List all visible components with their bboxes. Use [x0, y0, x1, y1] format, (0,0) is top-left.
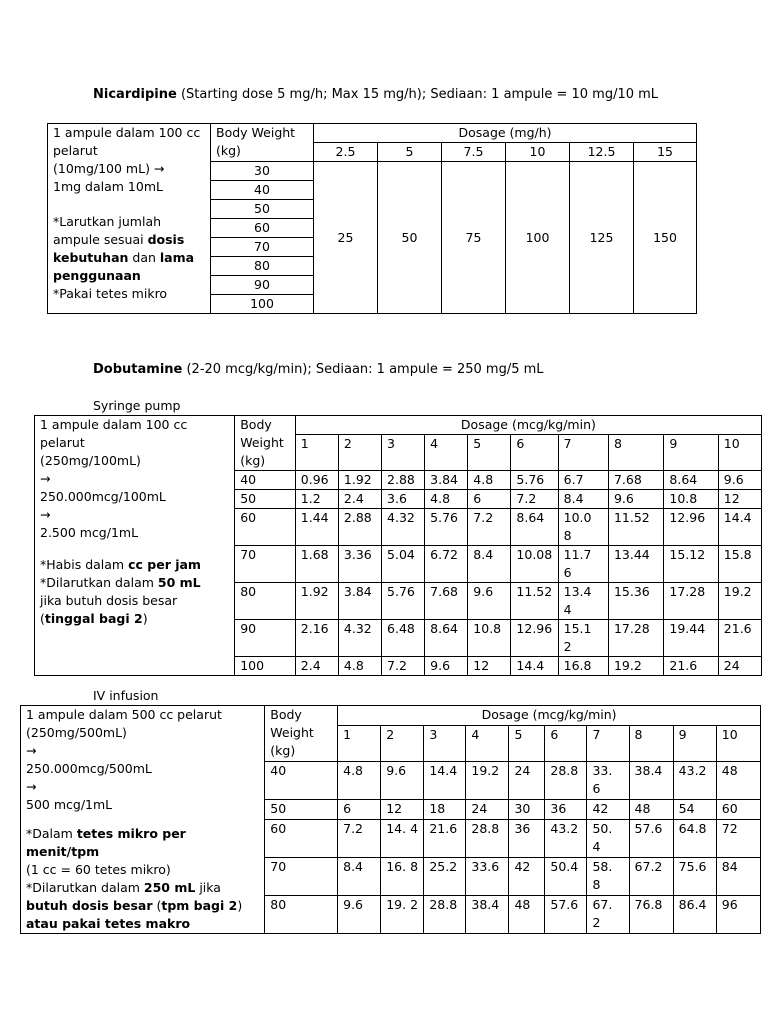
- value-cell: 4.8: [468, 471, 511, 490]
- value-cell: 3.36: [338, 546, 381, 583]
- value-cell: 8.64: [664, 471, 718, 490]
- value-cell: 1.92: [338, 471, 381, 490]
- value-cell: 7.2: [338, 819, 381, 857]
- dosage-cell: 4: [425, 435, 468, 471]
- nicardipine-table: [47, 123, 697, 314]
- weight-cell: 60: [235, 509, 296, 546]
- value-cell: 19.2: [466, 762, 509, 800]
- weight-cell: 80: [265, 895, 338, 933]
- dosage-header: Dosage (mg/h): [314, 124, 697, 143]
- value-cell: 3.84: [425, 471, 468, 490]
- value-cell: 60: [716, 800, 760, 820]
- value-cell: 28.8: [466, 819, 509, 857]
- syringe-pump-label: Syringe pump: [93, 398, 181, 413]
- value-cell: 4.8: [338, 762, 381, 800]
- value-cell: 24: [466, 800, 509, 820]
- value-cell: 72: [716, 819, 760, 857]
- value-cell: 86.4: [673, 895, 716, 933]
- value-cell: 75.6: [673, 857, 716, 895]
- value-cell: 19.44: [664, 620, 718, 657]
- value-cell: 36: [545, 800, 587, 820]
- rate-cell: 25: [314, 162, 378, 314]
- value-cell: 24: [509, 762, 545, 800]
- value-cell: 3.84: [338, 583, 381, 620]
- value-cell: 8.4: [468, 546, 511, 583]
- value-cell: 5.76: [382, 583, 425, 620]
- value-cell: 57.6: [629, 819, 673, 857]
- dosage-cell: 10: [716, 725, 760, 762]
- value-cell: 6: [468, 490, 511, 509]
- rate-cell: 125: [570, 162, 634, 314]
- value-cell: 6.72: [425, 546, 468, 583]
- value-cell: 5.76: [511, 471, 558, 490]
- value-cell: 11.52: [608, 509, 663, 546]
- dosage-cell: 1: [295, 435, 338, 471]
- value-cell: 12.96: [664, 509, 718, 546]
- value-cell: 1.92: [295, 583, 338, 620]
- value-cell: 11.7 6: [558, 546, 608, 583]
- value-cell: 38.4: [466, 895, 509, 933]
- value-cell: 48: [509, 895, 545, 933]
- dosage-cell: 5: [509, 725, 545, 762]
- value-cell: 16. 8: [381, 857, 424, 895]
- iv-infusion-table: [20, 705, 761, 934]
- weight-cell: 80: [211, 257, 314, 276]
- value-cell: 4.32: [382, 509, 425, 546]
- dosage-cell: 5: [468, 435, 511, 471]
- dosage-cell: 9: [664, 435, 718, 471]
- value-cell: 15.1 2: [558, 620, 608, 657]
- dosage-cell: 3: [424, 725, 466, 762]
- value-cell: 2.88: [338, 509, 381, 546]
- nicardipine-title: Nicardipine (Starting dose 5 mg/h; Max 15 mg/h); Sediaan: 1 ampule = 10 mg/10 mL: [93, 87, 659, 102]
- dosage-cell: 4: [466, 725, 509, 762]
- value-cell: 9.6: [608, 490, 663, 509]
- value-cell: 43.2: [673, 762, 716, 800]
- rate-cell: 100: [506, 162, 570, 314]
- value-cell: 8.4: [338, 857, 381, 895]
- value-cell: 3.6: [382, 490, 425, 509]
- value-cell: 25.2: [424, 857, 466, 895]
- value-cell: 18: [424, 800, 466, 820]
- value-cell: 9.6: [381, 762, 424, 800]
- iv-preparation-note: 1 ampule dalam 500 cc pelarut (250mg/500mL) → 250.000mcg/500mL → 500 mcg/1mL *Dalam tetes mikro per menit/tpm (1 cc = 60 tetes mikro) *Dilarutkan dalam 250 mL jika butuh dosis besar (tpm bagi 2) atau pakai tetes makro: [21, 706, 265, 934]
- value-cell: 11.52: [511, 583, 558, 620]
- value-cell: 8.4: [558, 490, 608, 509]
- dosage-cell: 3: [382, 435, 425, 471]
- rate-cell: 50: [378, 162, 442, 314]
- syringe-pump-table: [34, 415, 762, 676]
- dosage-cell: 7.5: [442, 143, 506, 162]
- dosage-header: Dosage (mcg/kg/min): [338, 706, 761, 726]
- value-cell: 12: [468, 657, 511, 676]
- value-cell: 1.2: [295, 490, 338, 509]
- value-cell: 2.16: [295, 620, 338, 657]
- value-cell: 14.4: [511, 657, 558, 676]
- value-cell: 16.8: [558, 657, 608, 676]
- value-cell: 42: [509, 857, 545, 895]
- value-cell: 96: [716, 895, 760, 933]
- value-cell: 12.96: [511, 620, 558, 657]
- value-cell: 54: [673, 800, 716, 820]
- weight-cell: 40: [265, 762, 338, 800]
- value-cell: 84: [716, 857, 760, 895]
- dosage-cell: 12.5: [570, 143, 634, 162]
- value-cell: 19.2: [608, 657, 663, 676]
- dosage-cell: 10: [718, 435, 761, 471]
- body-weight-header: Body Weight (kg): [265, 706, 338, 762]
- dosage-cell: 6: [545, 725, 587, 762]
- value-cell: 38.4: [629, 762, 673, 800]
- value-cell: 67.2: [629, 857, 673, 895]
- value-cell: 9.6: [468, 583, 511, 620]
- weight-cell: 70: [265, 857, 338, 895]
- dosage-header: Dosage (mcg/kg/min): [295, 416, 761, 435]
- value-cell: 7.68: [425, 583, 468, 620]
- value-cell: 12: [381, 800, 424, 820]
- value-cell: 36: [509, 819, 545, 857]
- value-cell: 57.6: [545, 895, 587, 933]
- value-cell: 42: [587, 800, 629, 820]
- rate-cell: 150: [634, 162, 697, 314]
- value-cell: 4.8: [425, 490, 468, 509]
- weight-cell: 80: [235, 583, 296, 620]
- value-cell: 0.96: [295, 471, 338, 490]
- body-weight-header: Body Weight (kg): [211, 124, 314, 162]
- value-cell: 8.64: [511, 509, 558, 546]
- dosage-cell: 10: [506, 143, 570, 162]
- value-cell: 7.2: [382, 657, 425, 676]
- value-cell: 50. 4: [587, 819, 629, 857]
- value-cell: 13.44: [608, 546, 663, 583]
- weight-cell: 90: [211, 276, 314, 295]
- value-cell: 10.0 8: [558, 509, 608, 546]
- value-cell: 2.4: [295, 657, 338, 676]
- value-cell: 43.2: [545, 819, 587, 857]
- value-cell: 48: [716, 762, 760, 800]
- value-cell: 33. 6: [587, 762, 629, 800]
- dosage-cell: 6: [511, 435, 558, 471]
- weight-cell: 40: [235, 471, 296, 490]
- value-cell: 10.8: [664, 490, 718, 509]
- value-cell: 33.6: [466, 857, 509, 895]
- weight-cell: 50: [265, 800, 338, 820]
- value-cell: 8.64: [425, 620, 468, 657]
- value-cell: 9.6: [338, 895, 381, 933]
- value-cell: 14.4: [718, 509, 761, 546]
- syringe-preparation-note: 1 ampule dalam 100 cc pelarut (250mg/100mL) → 250.000mcg/100mL → 2.500 mcg/1mL *Habis dalam cc per jam *Dilarutkan dalam 50 mL jika butuh dosis besar (tinggal bagi 2): [35, 416, 235, 676]
- dosage-cell: 7: [558, 435, 608, 471]
- weight-cell: 100: [235, 657, 296, 676]
- value-cell: 5.76: [425, 509, 468, 546]
- value-cell: 5.04: [382, 546, 425, 583]
- value-cell: 4.32: [338, 620, 381, 657]
- nicardipine-preparation-note: 1 ampule dalam 100 cc pelarut (10mg/100 mL) → 1mg dalam 10mL *Larutkan jumlah ampule sesuai dosis kebutuhan dan lama penggunaan *Pakai tetes mikro: [48, 124, 211, 314]
- value-cell: 15.36: [608, 583, 663, 620]
- dosage-cell: 2.5: [314, 143, 378, 162]
- value-cell: 17.28: [664, 583, 718, 620]
- value-cell: 7.68: [608, 471, 663, 490]
- weight-cell: 40: [211, 181, 314, 200]
- value-cell: 30: [509, 800, 545, 820]
- weight-cell: 70: [211, 238, 314, 257]
- body-weight-header: Body Weight (kg): [235, 416, 296, 471]
- dosage-cell: 7: [587, 725, 629, 762]
- value-cell: 64.8: [673, 819, 716, 857]
- rate-cell: 75: [442, 162, 506, 314]
- value-cell: 76.8: [629, 895, 673, 933]
- weight-cell: 50: [211, 200, 314, 219]
- value-cell: 1.68: [295, 546, 338, 583]
- value-cell: 24: [718, 657, 761, 676]
- dosage-cell: 8: [629, 725, 673, 762]
- value-cell: 9.6: [425, 657, 468, 676]
- value-cell: 15.12: [664, 546, 718, 583]
- weight-cell: 70: [235, 546, 296, 583]
- value-cell: 28.8: [424, 895, 466, 933]
- dosage-cell: 8: [608, 435, 663, 471]
- value-cell: 14. 4: [381, 819, 424, 857]
- value-cell: 17.28: [608, 620, 663, 657]
- dobutamine-title: Dobutamine (2-20 mcg/kg/min); Sediaan: 1 ampule = 250 mg/5 mL: [93, 362, 544, 377]
- value-cell: 50.4: [545, 857, 587, 895]
- dosage-cell: 15: [634, 143, 697, 162]
- iv-infusion-label: IV infusion: [93, 688, 159, 703]
- weight-cell: 100: [211, 295, 314, 314]
- dosage-cell: 2: [381, 725, 424, 762]
- weight-cell: 60: [265, 819, 338, 857]
- weight-cell: 60: [211, 219, 314, 238]
- value-cell: 67. 2: [587, 895, 629, 933]
- value-cell: 12: [718, 490, 761, 509]
- value-cell: 6: [338, 800, 381, 820]
- value-cell: 14.4: [424, 762, 466, 800]
- value-cell: 10.8: [468, 620, 511, 657]
- value-cell: 19.2: [718, 583, 761, 620]
- value-cell: 19. 2: [381, 895, 424, 933]
- value-cell: 7.2: [511, 490, 558, 509]
- value-cell: 21.6: [664, 657, 718, 676]
- value-cell: 9.6: [718, 471, 761, 490]
- value-cell: 48: [629, 800, 673, 820]
- value-cell: 1.44: [295, 509, 338, 546]
- value-cell: 21.6: [718, 620, 761, 657]
- value-cell: 6.7: [558, 471, 608, 490]
- value-cell: 4.8: [338, 657, 381, 676]
- dosage-cell: 2: [338, 435, 381, 471]
- value-cell: 21.6: [424, 819, 466, 857]
- value-cell: 13.4 4: [558, 583, 608, 620]
- weight-cell: 90: [235, 620, 296, 657]
- value-cell: 2.4: [338, 490, 381, 509]
- value-cell: 10.08: [511, 546, 558, 583]
- value-cell: 7.2: [468, 509, 511, 546]
- dosage-cell: 1: [338, 725, 381, 762]
- dosage-cell: 5: [378, 143, 442, 162]
- value-cell: 6.48: [382, 620, 425, 657]
- value-cell: 28.8: [545, 762, 587, 800]
- value-cell: 2.88: [382, 471, 425, 490]
- weight-cell: 30: [211, 162, 314, 181]
- value-cell: 15.8: [718, 546, 761, 583]
- value-cell: 58. 8: [587, 857, 629, 895]
- weight-cell: 50: [235, 490, 296, 509]
- dosage-cell: 9: [673, 725, 716, 762]
